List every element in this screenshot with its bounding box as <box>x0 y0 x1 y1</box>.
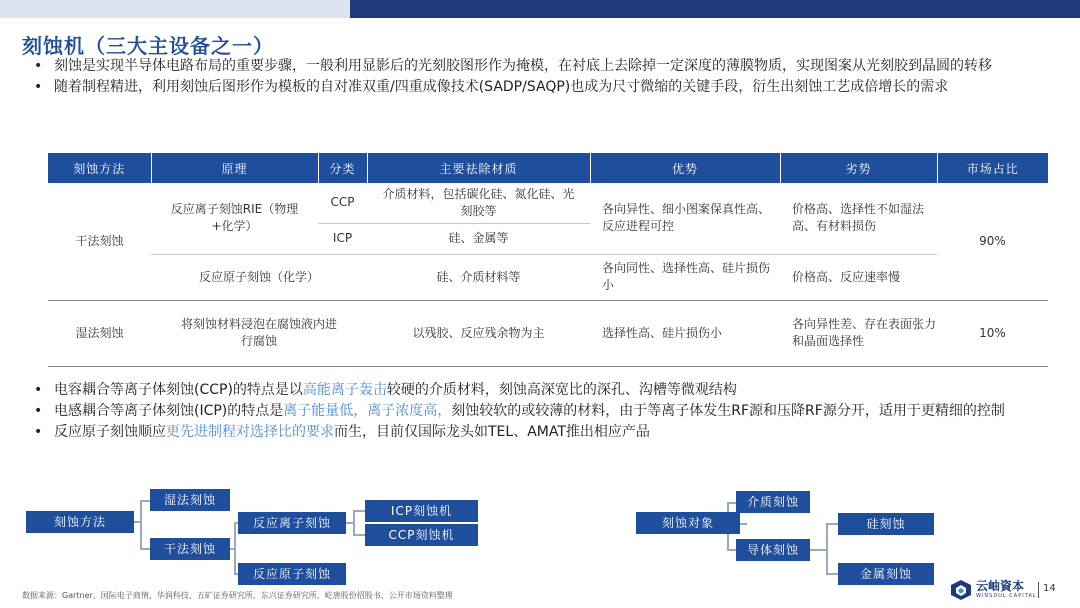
node-conductor-etching: 导体刻蚀 <box>736 539 810 561</box>
node-icp-etcher: ICP刻蚀机 <box>365 500 478 522</box>
cell-share-wet: 10% <box>937 300 1048 366</box>
cell-radical-disadvantage: 价格高、反应速率慢 <box>780 254 937 300</box>
connector <box>727 502 736 504</box>
cell-rie-principle: 反应离子刻蚀RIE（物理+化学） <box>170 202 299 234</box>
connector <box>739 523 747 525</box>
cell-wet-material: 以残胶、反应残余物为主 <box>367 300 590 366</box>
header-method: 刻蚀方法 <box>48 153 151 183</box>
connector <box>826 523 838 525</box>
cell-rie-advantage: 各向异性、细小图案保真性高、反应进程可控 <box>602 202 771 234</box>
bullet-highlight: 离子能量低，离子浓度高， <box>283 403 452 419</box>
logo-name-cn: 云岫資本 <box>976 579 1025 593</box>
logo-name-en: WINSOUL CAPITAL <box>976 593 1037 599</box>
data-source-note: 数据来源：Gartner、国际电子商情、华润科技、五矿证券研究所、东兴证券研究所、屹唐股份招股书、公开市场资料整理 <box>22 591 453 600</box>
cell-wet-disadvantage: 各向异性差、存在表面张力和晶面选择性 <box>780 300 937 366</box>
bullet-item <box>34 401 1054 422</box>
header-category: 分类 <box>318 153 367 183</box>
table-row <box>48 300 1048 366</box>
cell-share-dry: 90% <box>937 183 1048 300</box>
cell-wet-advantage: 选择性高、硅片损伤小 <box>590 300 780 366</box>
logo-text <box>976 580 1037 600</box>
node-etching-target: 刻蚀对象 <box>636 512 740 534</box>
node-dielectric-etching: 介质刻蚀 <box>736 491 810 513</box>
cell-radical-principle: 反应原子刻蚀（化学） <box>151 254 367 300</box>
connector <box>826 573 838 575</box>
cell-icp: ICP <box>318 223 367 254</box>
bullet-text: 而生，目前仅国际龙头如TEL、AMAT推出相应产品 <box>334 424 650 440</box>
bullet-text: 较硬的介质材料，刻蚀高深宽比的深孔、沟槽等微观结构 <box>386 382 737 398</box>
cell-radical-advantage: 各向同性、选择性高、硅片损伤小 <box>590 254 780 300</box>
connector <box>353 510 365 512</box>
connector <box>353 510 355 536</box>
node-ccp-etcher: CCP刻蚀机 <box>365 524 478 546</box>
cell-method-wet: 湿法刻蚀 <box>48 300 151 366</box>
node-metal-etching: 金属刻蚀 <box>838 563 934 585</box>
connector <box>826 523 828 575</box>
node-etching-method: 刻蚀方法 <box>26 511 134 533</box>
top-banner <box>0 0 1080 18</box>
connector <box>140 548 150 550</box>
table-row <box>48 254 1048 300</box>
node-silicon-etching: 硅刻蚀 <box>838 513 934 535</box>
table-header-row <box>48 153 1048 183</box>
cell-method-dry: 干法刻蚀 <box>48 183 151 300</box>
header-material: 主要祛除材质 <box>367 153 590 183</box>
connector <box>353 534 365 536</box>
bullet-text: 电容耦合等离子体刻蚀(CCP)的特点是以 <box>54 382 303 398</box>
node-radical-etching: 反应原子刻蚀 <box>238 563 346 585</box>
node-reactive-ion-etching: 反应离子刻蚀 <box>238 512 346 534</box>
bullet-item: • 随着制程精进，利用刻蚀后图形作为模板的自对准双重/四重成像技术(SADP/SAQP)也成为尺寸微缩的关键手段，衍生出刻蚀工艺成倍增长的需求 <box>34 77 1054 98</box>
bullet-item: • 刻蚀是实现半导体电路布局的重要步骤，一般利用显影后的光刻胶图形作为掩模，在衬底上去除掉一定深度的薄膜物质，实现图案从光刻胶到晶圆的转移 <box>34 56 1054 77</box>
page-divider <box>1038 582 1039 598</box>
logo-icon <box>950 579 972 601</box>
connector <box>140 500 150 502</box>
company-logo <box>950 578 1037 602</box>
connector <box>727 549 736 551</box>
bullet-item <box>34 380 1054 401</box>
bullet-highlight: 更先进制程对选择比的要求 <box>166 424 334 440</box>
cell-icp-material: 硅、金属等 <box>367 223 590 254</box>
bullet-text: 电感耦合等离子体刻蚀(ICP)的特点是 <box>54 403 284 419</box>
bullet-text: 反应原子刻蚀顺应 <box>54 424 166 440</box>
table-row <box>48 183 1048 223</box>
header-principle: 原理 <box>151 153 318 183</box>
node-wet-etching: 湿法刻蚀 <box>150 489 230 511</box>
cell-ccp-material: 介质材料，包括碳化硅、氮化硅、光刻胶等 <box>382 186 575 218</box>
connector <box>140 500 142 550</box>
page-number: 14 <box>1043 583 1056 594</box>
header-disadvantage: 劣势 <box>780 153 937 183</box>
header-share: 市场占比 <box>937 153 1048 183</box>
cell-rie-disadvantage: 价格高、选择性不如湿法高、有材料损伤 <box>792 202 925 234</box>
bullet-text: 刻蚀较软的或较薄的材料，由于等离子体发生RF源和压降RF源分开，适用于更精细的控制 <box>451 403 1005 419</box>
intro-bullets <box>34 56 1054 98</box>
cell-ccp: CCP <box>330 195 355 210</box>
page-title: 刻蚀机（三大主设备之一） <box>22 34 274 58</box>
feature-bullets <box>34 380 1054 443</box>
top-banner-dark <box>350 0 1080 18</box>
bullet-highlight: 高能离子轰击 <box>302 382 387 398</box>
node-dry-etching: 干法刻蚀 <box>150 538 230 560</box>
etching-comparison-table <box>48 153 1048 367</box>
cell-radical-material: 硅、介质材料等 <box>367 254 590 300</box>
cell-wet-principle: 将刻蚀材料浸泡在腐蚀液内进行腐蚀 <box>151 300 367 366</box>
header-advantage: 优势 <box>590 153 780 183</box>
connector <box>234 522 236 575</box>
bullet-item <box>34 422 1054 443</box>
top-banner-light <box>0 0 350 18</box>
